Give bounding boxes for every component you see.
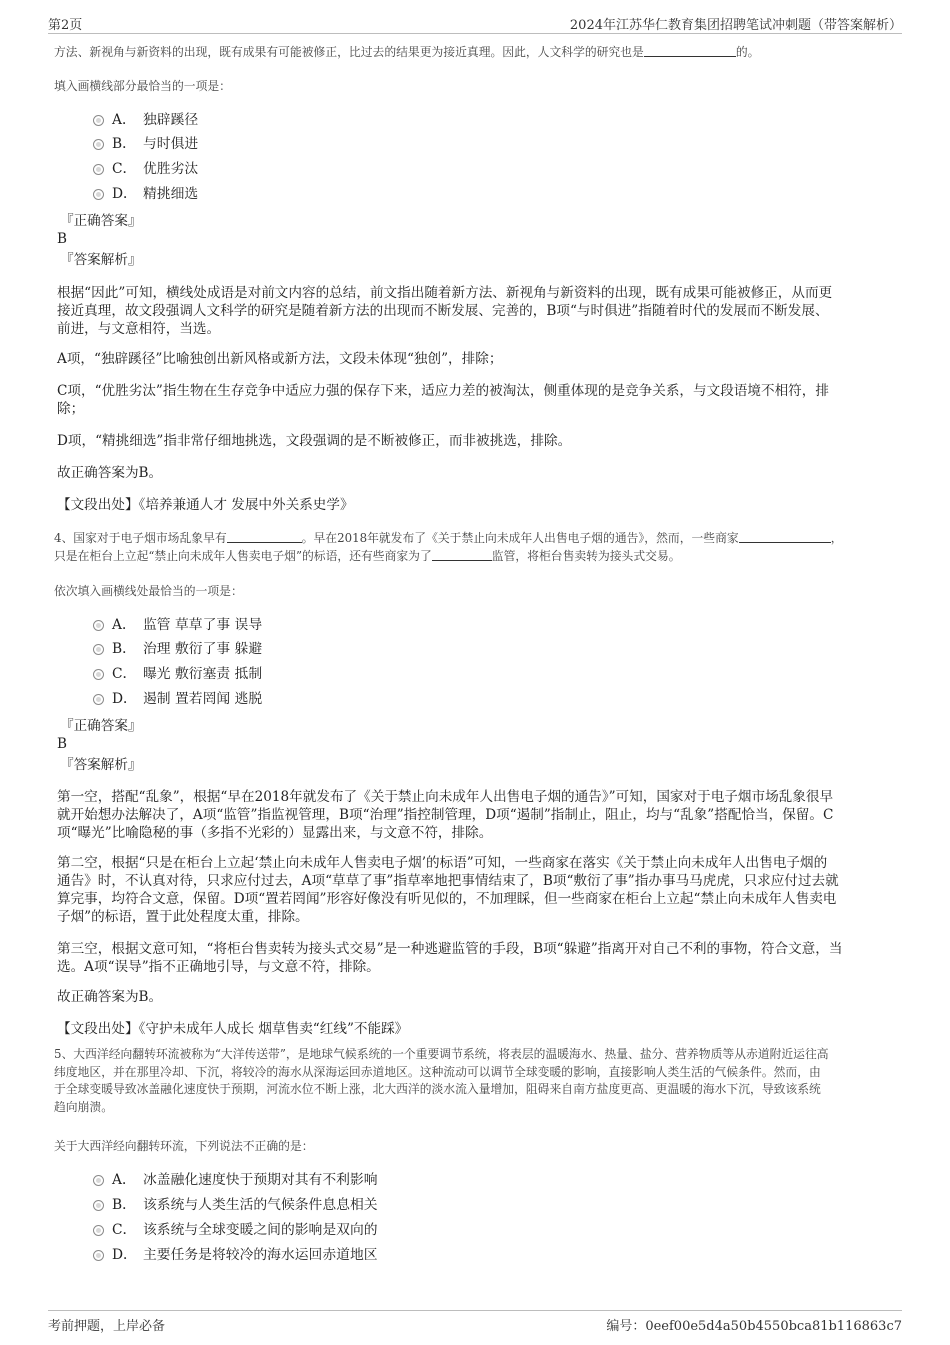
q3-analysis-para1: 根据“因此”可知，横线处成语是对前文内容的总结，前文指出随着新方法、新视角与新资料的出现，既有成果可能被修正，从而更 接近真理，故文段强调人文科学的研究是随着新方法的出现而不断发展、完善的，B项“与时俱进”指随着时代的发展而不断发展、 前进，与文意相符，当选。	[57, 285, 833, 337]
q3-analysis-para3: C项，“优胜劣汰”指生物在生存竞争中适应力强的保存下来，适应力差的被淘汰，侧重体现的是竞争关系，与文段语境不相符，排 除；	[57, 383, 829, 417]
q3-analysis-para4: D项，“精挑细选”指非常仔细地挑选，文段强调的是不断被修正，而非被挑选，排除。	[57, 433, 572, 449]
q3-analysis-para2: A项，“独辟蹊径”比喻独创出新风格或新方法，文段未体现“独创”，排除；	[57, 351, 503, 367]
q5-stem: 5、大西洋经向翻转环流被称为“大洋传送带”，是地球气候系统的一个重要调节系统，将表层的温暖海水、热量、盐分、营养物质等从赤道附近运往高 纬度地区，并在那里冷却、下沉，将较冷的海水从深海运回赤道地区。这种流动可以调节全球变暖的影响，直接影响人类生活的气候条件。然而，由 于全球变暖导致冰盖融化速度快于预期，河流水位不断上涨，北大西洋的淡水流入量增加，阻碍来自南方盐度更高、更温暖的海水下沉，导致该系统 趋向崩溃。	[54, 1047, 829, 1114]
radio-button[interactable]	[93, 1200, 104, 1211]
answer-value: B	[57, 231, 67, 247]
answer-value: B	[57, 736, 67, 752]
document-title: 2024年江苏华仁教育集团招聘笔试冲刺题（带答案解析）	[569, 18, 902, 33]
radio-button[interactable]	[93, 189, 104, 200]
q4-source: 【文段出处】《守护未成年人成长 烟草售卖“红线”不能踩》	[57, 1021, 409, 1037]
q5-prompt: 关于大西洋经向翻转环流，下列说法不正确的是：	[54, 1139, 314, 1153]
footer-slogan: 考前押题，上岸必备	[48, 1319, 166, 1334]
radio-button[interactable]	[93, 694, 104, 705]
radio-button[interactable]	[93, 669, 104, 680]
q4-analysis-para2: 第二空，根据“只是在柜台上立起‘禁止向未成年人售卖电子烟’的标语”可知，一些商家在落实《关于禁止向未成年人出售电子烟的 通告》时，不认真对待，只求应付过去，A项“草草了事”指草率地把事情结束了，B项“敷衍了事”指办事马马虎虎，只求应付过去就 算完事，均符合文意，保留。D项“置若罔闻”形容好像没有听见似的，不加理睬，但一些商家在柜台上立起“禁止向未成年人售卖电 子烟”的标语，置于此处程度太重，排除。	[57, 855, 839, 925]
radio-button[interactable]	[93, 1225, 104, 1236]
q4-stem: 4、国家对于电子烟市场乱象早有 。早在2018年就发布了《关于禁止向未成年人出售电子烟的通告》，然而，一些商家 ， 只是在柜台上立起“禁止向未成年人售卖电子烟”的标语，还有些商家为了 监管，将柜台售卖转为接头式交易。	[54, 531, 843, 563]
q3-source: 【文段出处】《培养兼通人才 发展中外关系史学》	[57, 497, 354, 513]
analysis-label: 『答案解析』	[60, 757, 142, 773]
radio-button[interactable]	[93, 1175, 104, 1186]
blank-line	[227, 531, 302, 543]
radio-button[interactable]	[93, 620, 104, 631]
radio-button[interactable]	[93, 139, 104, 150]
answer-label: 『正确答案』	[60, 213, 142, 229]
q3-conclusion: 故正确答案为B。	[57, 465, 163, 481]
radio-button[interactable]	[93, 115, 104, 126]
radio-button[interactable]	[93, 164, 104, 175]
q3-passage-end: 方法、新视角与新资料的出现，既有成果有可能被修正，比过去的结果更为接近真理。因此，人文科学的研究也是 的。	[54, 45, 760, 59]
radio-button[interactable]	[93, 1250, 104, 1261]
q4-conclusion: 故正确答案为B。	[57, 989, 163, 1005]
analysis-label: 『答案解析』	[60, 252, 142, 268]
document-id: 编号：0eef00e5d4a50b4550bca81b116863c7	[606, 1319, 902, 1334]
q3-prompt: 填入画横线部分最恰当的一项是：	[54, 79, 231, 93]
page-header	[48, 12, 902, 34]
blank-line	[739, 531, 831, 543]
page-number: 第2页	[48, 18, 83, 33]
blank-line	[432, 549, 492, 561]
q4-prompt: 依次填入画横线处最恰当的一项是：	[54, 584, 243, 598]
answer-label: 『正确答案』	[60, 718, 142, 734]
blank-line	[644, 45, 736, 57]
q4-analysis-para3: 第三空，根据文意可知，“将柜台售卖转为接头式交易”是一种逃避监管的手段，B项“躲避”指离开对自己不利的事物，符合文意，当 选。A项“误导”指不正确地引导，与文意不符，排除。	[57, 941, 843, 975]
page-footer	[48, 1310, 902, 1334]
radio-button[interactable]	[93, 644, 104, 655]
q4-analysis-para1: 第一空，搭配“乱象”，根据“早在2018年就发布了《关于禁止向未成年人出售电子烟的通告》”可知，国家对于电子烟市场乱象很早 就开始想办法解决了，A项“监管”指监视管理，B项“治理”指控制管理，D项“遏制”指制止，阻止，均与“乱象”搭配恰当，保留。C 项“曝光”比喻隐秘的事（多指不光彩的）显露出来，与文意不符，排除。	[57, 789, 834, 841]
